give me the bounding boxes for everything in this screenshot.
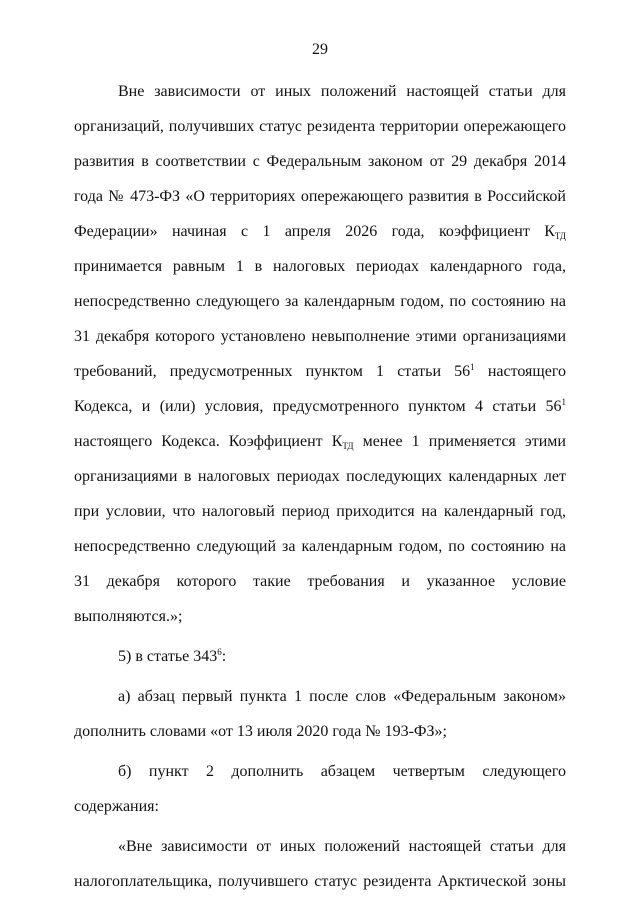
ktd-subscript: ТД bbox=[342, 441, 354, 451]
paragraph-text: настоящего Кодекса, и (или) условия, предусмотренного пунктом 4 статьи 56 bbox=[74, 363, 567, 415]
item-b-paragraph: б) пункт 2 дополнить абзацем четвертым следующего содержания: bbox=[74, 763, 566, 815]
paragraph-text: менее 1 применяется этими организациями в налоговых периодах последующих календарных лет при условии, что налоговый период приходится на календарный год, непосредственно следующий за календарным годом, по состоянию на 31 декабря которого такие требования и указанное условие выполняются.»; bbox=[74, 433, 566, 625]
document-body bbox=[74, 74, 566, 899]
article-superscript: 1 bbox=[561, 397, 566, 407]
item-a-paragraph: а) абзац первый пункта 1 после слов «Федеральным законом» дополнить словами «от 13 июля 2020 года № 193-ФЗ»; bbox=[74, 688, 566, 740]
final-paragraph: «Вне зависимости от иных положений настоящей статьи для налогоплательщика, получившего статус резидента Арктической зоны bbox=[74, 838, 566, 890]
page-number: 29 bbox=[312, 41, 328, 58]
article-superscript: 6 bbox=[217, 647, 222, 657]
paragraph-ktd-coefficient bbox=[74, 74, 566, 634]
item-5-suffix: : bbox=[221, 648, 227, 665]
paragraph-text: настоящего Кодекса. Коэффициент К bbox=[74, 433, 343, 450]
item-5-text: 5) в статье 343 bbox=[118, 648, 218, 665]
paragraph-text: принимается равным 1 в налоговых периодах календарного года, непосредственно следующего за календарным годом, по состоянию на 31 декабря которого установлено невыполнение этими организациями требований, предусмотренных пунктом 1 статьи 56 bbox=[74, 258, 566, 380]
ktd-subscript: ТД bbox=[554, 231, 566, 241]
item-5-article bbox=[74, 639, 566, 674]
article-superscript: 1 bbox=[470, 362, 475, 372]
paragraph-text: Вне зависимости от иных положений настоящей статьи для организаций, получивших статус резидента территории опережающего развития в соответствии с Федеральным законом от 29 декабря 2014 года № 473-ФЗ «О территориях опережающего развития в Российской Федерации» начиная с 1 апреля 2026 года, коэффициент К bbox=[74, 83, 566, 240]
